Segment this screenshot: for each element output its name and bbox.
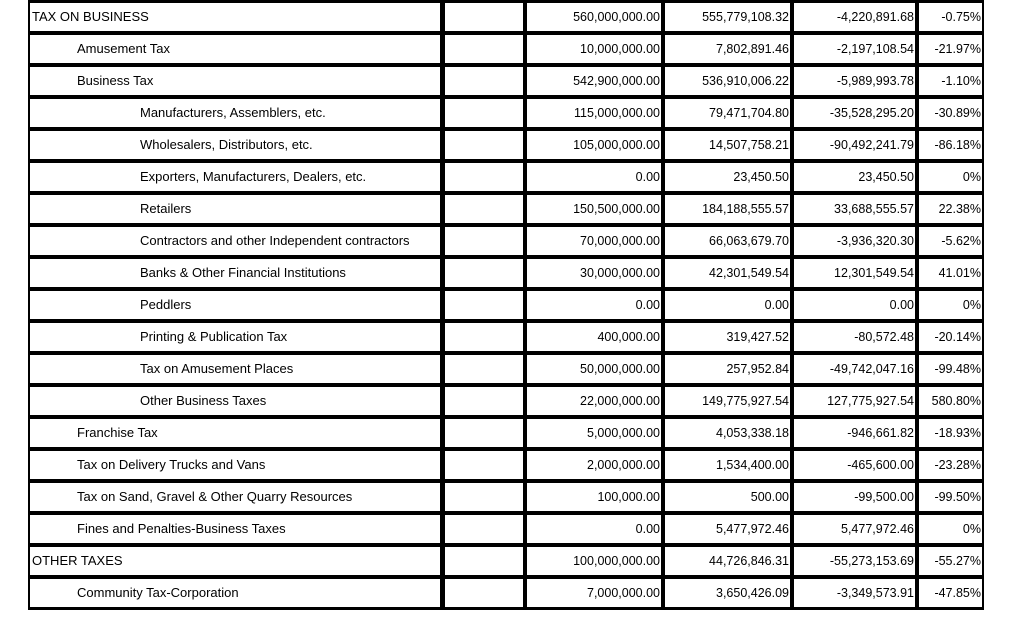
actual-amount: 184,188,555.57 — [665, 195, 790, 223]
row-label: Fines and Penalties-Business Taxes — [30, 515, 440, 543]
actual-amount: 149,775,927.54 — [665, 387, 790, 415]
variance-percent: -21.97% — [919, 35, 982, 63]
table-row — [28, 483, 984, 511]
budget-amount: 70,000,000.00 — [527, 227, 661, 255]
table-row — [28, 163, 984, 191]
row-label: Business Tax — [30, 67, 440, 95]
actual-amount: 0.00 — [665, 291, 790, 319]
budget-amount: 10,000,000.00 — [527, 35, 661, 63]
actual-amount: 23,450.50 — [665, 163, 790, 191]
table-row — [28, 291, 984, 319]
actual-amount: 42,301,549.54 — [665, 259, 790, 287]
variance-amount: -49,742,047.16 — [794, 355, 915, 383]
blank-cell — [445, 35, 523, 63]
variance-percent: -1.10% — [919, 67, 982, 95]
actual-amount: 3,650,426.09 — [665, 579, 790, 607]
variance-percent: -30.89% — [919, 99, 982, 127]
variance-amount: 33,688,555.57 — [794, 195, 915, 223]
variance-amount: -80,572.48 — [794, 323, 915, 351]
budget-amount: 150,500,000.00 — [527, 195, 661, 223]
row-label: Printing & Publication Tax — [30, 323, 440, 351]
table-row — [28, 323, 984, 351]
blank-cell — [445, 387, 523, 415]
actual-amount: 4,053,338.18 — [665, 419, 790, 447]
variance-amount: -90,492,241.79 — [794, 131, 915, 159]
blank-cell — [445, 515, 523, 543]
variance-amount: -946,661.82 — [794, 419, 915, 447]
table-row — [28, 387, 984, 415]
row-label: TAX ON BUSINESS — [30, 3, 440, 31]
variance-amount: -55,273,153.69 — [794, 547, 915, 575]
blank-cell — [445, 163, 523, 191]
variance-amount: -465,600.00 — [794, 451, 915, 479]
table-row — [28, 355, 984, 383]
blank-cell — [445, 131, 523, 159]
variance-percent: -86.18% — [919, 131, 982, 159]
variance-percent: -55.27% — [919, 547, 982, 575]
table-row — [28, 99, 984, 127]
row-label: Exporters, Manufacturers, Dealers, etc. — [30, 163, 440, 191]
variance-amount: 23,450.50 — [794, 163, 915, 191]
blank-cell — [445, 579, 523, 607]
row-label: Peddlers — [30, 291, 440, 319]
row-label: Other Business Taxes — [30, 387, 440, 415]
blank-cell — [445, 3, 523, 31]
actual-amount: 66,063,679.70 — [665, 227, 790, 255]
blank-cell — [445, 355, 523, 383]
budget-amount: 0.00 — [527, 291, 661, 319]
table-row — [28, 547, 984, 575]
actual-amount: 1,534,400.00 — [665, 451, 790, 479]
variance-percent: 0% — [919, 515, 982, 543]
actual-amount: 7,802,891.46 — [665, 35, 790, 63]
variance-percent: 41.01% — [919, 259, 982, 287]
variance-percent: -20.14% — [919, 323, 982, 351]
blank-cell — [445, 291, 523, 319]
actual-amount: 5,477,972.46 — [665, 515, 790, 543]
budget-amount: 0.00 — [527, 163, 661, 191]
actual-amount: 44,726,846.31 — [665, 547, 790, 575]
variance-amount: 5,477,972.46 — [794, 515, 915, 543]
variance-amount: -3,936,320.30 — [794, 227, 915, 255]
variance-percent: -0.75% — [919, 3, 982, 31]
actual-amount: 79,471,704.80 — [665, 99, 790, 127]
row-label: Community Tax-Corporation — [30, 579, 440, 607]
variance-amount: -5,989,993.78 — [794, 67, 915, 95]
budget-amount: 22,000,000.00 — [527, 387, 661, 415]
row-label: Franchise Tax — [30, 419, 440, 447]
row-label: Manufacturers, Assemblers, etc. — [30, 99, 440, 127]
budget-amount: 7,000,000.00 — [527, 579, 661, 607]
budget-amount: 5,000,000.00 — [527, 419, 661, 447]
blank-cell — [445, 451, 523, 479]
row-label: Tax on Sand, Gravel & Other Quarry Resources — [30, 483, 440, 511]
variance-amount: -3,349,573.91 — [794, 579, 915, 607]
table-row — [28, 451, 984, 479]
variance-percent: -99.50% — [919, 483, 982, 511]
row-label: Amusement Tax — [30, 35, 440, 63]
blank-cell — [445, 547, 523, 575]
revenue-table — [28, 0, 984, 610]
variance-amount: -2,197,108.54 — [794, 35, 915, 63]
table-row — [28, 195, 984, 223]
budget-amount: 105,000,000.00 — [527, 131, 661, 159]
variance-amount: 12,301,549.54 — [794, 259, 915, 287]
budget-amount: 0.00 — [527, 515, 661, 543]
actual-amount: 319,427.52 — [665, 323, 790, 351]
table-row — [28, 579, 984, 607]
variance-amount: 0.00 — [794, 291, 915, 319]
row-label: OTHER TAXES — [30, 547, 440, 575]
row-label: Contractors and other Independent contractors — [30, 227, 440, 255]
table-row — [28, 131, 984, 159]
actual-amount: 257,952.84 — [665, 355, 790, 383]
variance-percent: 0% — [919, 163, 982, 191]
actual-amount: 536,910,006.22 — [665, 67, 790, 95]
variance-percent: -18.93% — [919, 419, 982, 447]
row-label: Retailers — [30, 195, 440, 223]
blank-cell — [445, 259, 523, 287]
blank-cell — [445, 227, 523, 255]
variance-amount: -99,500.00 — [794, 483, 915, 511]
variance-amount: -35,528,295.20 — [794, 99, 915, 127]
budget-amount: 2,000,000.00 — [527, 451, 661, 479]
blank-cell — [445, 195, 523, 223]
blank-cell — [445, 323, 523, 351]
table-row — [28, 227, 984, 255]
row-label: Banks & Other Financial Institutions — [30, 259, 440, 287]
variance-amount: -4,220,891.68 — [794, 3, 915, 31]
budget-amount: 30,000,000.00 — [527, 259, 661, 287]
variance-percent: 580.80% — [919, 387, 982, 415]
table-row — [28, 515, 984, 543]
blank-cell — [445, 419, 523, 447]
variance-amount: 127,775,927.54 — [794, 387, 915, 415]
actual-amount: 14,507,758.21 — [665, 131, 790, 159]
table-row — [28, 67, 984, 95]
variance-percent: 0% — [919, 291, 982, 319]
actual-amount: 500.00 — [665, 483, 790, 511]
blank-cell — [445, 67, 523, 95]
blank-cell — [445, 99, 523, 127]
variance-percent: 22.38% — [919, 195, 982, 223]
actual-amount: 555,779,108.32 — [665, 3, 790, 31]
budget-amount: 115,000,000.00 — [527, 99, 661, 127]
table-row — [28, 3, 984, 31]
table-row — [28, 419, 984, 447]
row-label: Tax on Amusement Places — [30, 355, 440, 383]
table-row — [28, 259, 984, 287]
budget-amount: 100,000.00 — [527, 483, 661, 511]
row-label: Wholesalers, Distributors, etc. — [30, 131, 440, 159]
budget-amount: 542,900,000.00 — [527, 67, 661, 95]
budget-amount: 560,000,000.00 — [527, 3, 661, 31]
variance-percent: -23.28% — [919, 451, 982, 479]
table-row — [28, 35, 984, 63]
budget-amount: 100,000,000.00 — [527, 547, 661, 575]
budget-amount: 50,000,000.00 — [527, 355, 661, 383]
row-label: Tax on Delivery Trucks and Vans — [30, 451, 440, 479]
budget-amount: 400,000.00 — [527, 323, 661, 351]
variance-percent: -5.62% — [919, 227, 982, 255]
blank-cell — [445, 483, 523, 511]
variance-percent: -99.48% — [919, 355, 982, 383]
variance-percent: -47.85% — [919, 579, 982, 607]
